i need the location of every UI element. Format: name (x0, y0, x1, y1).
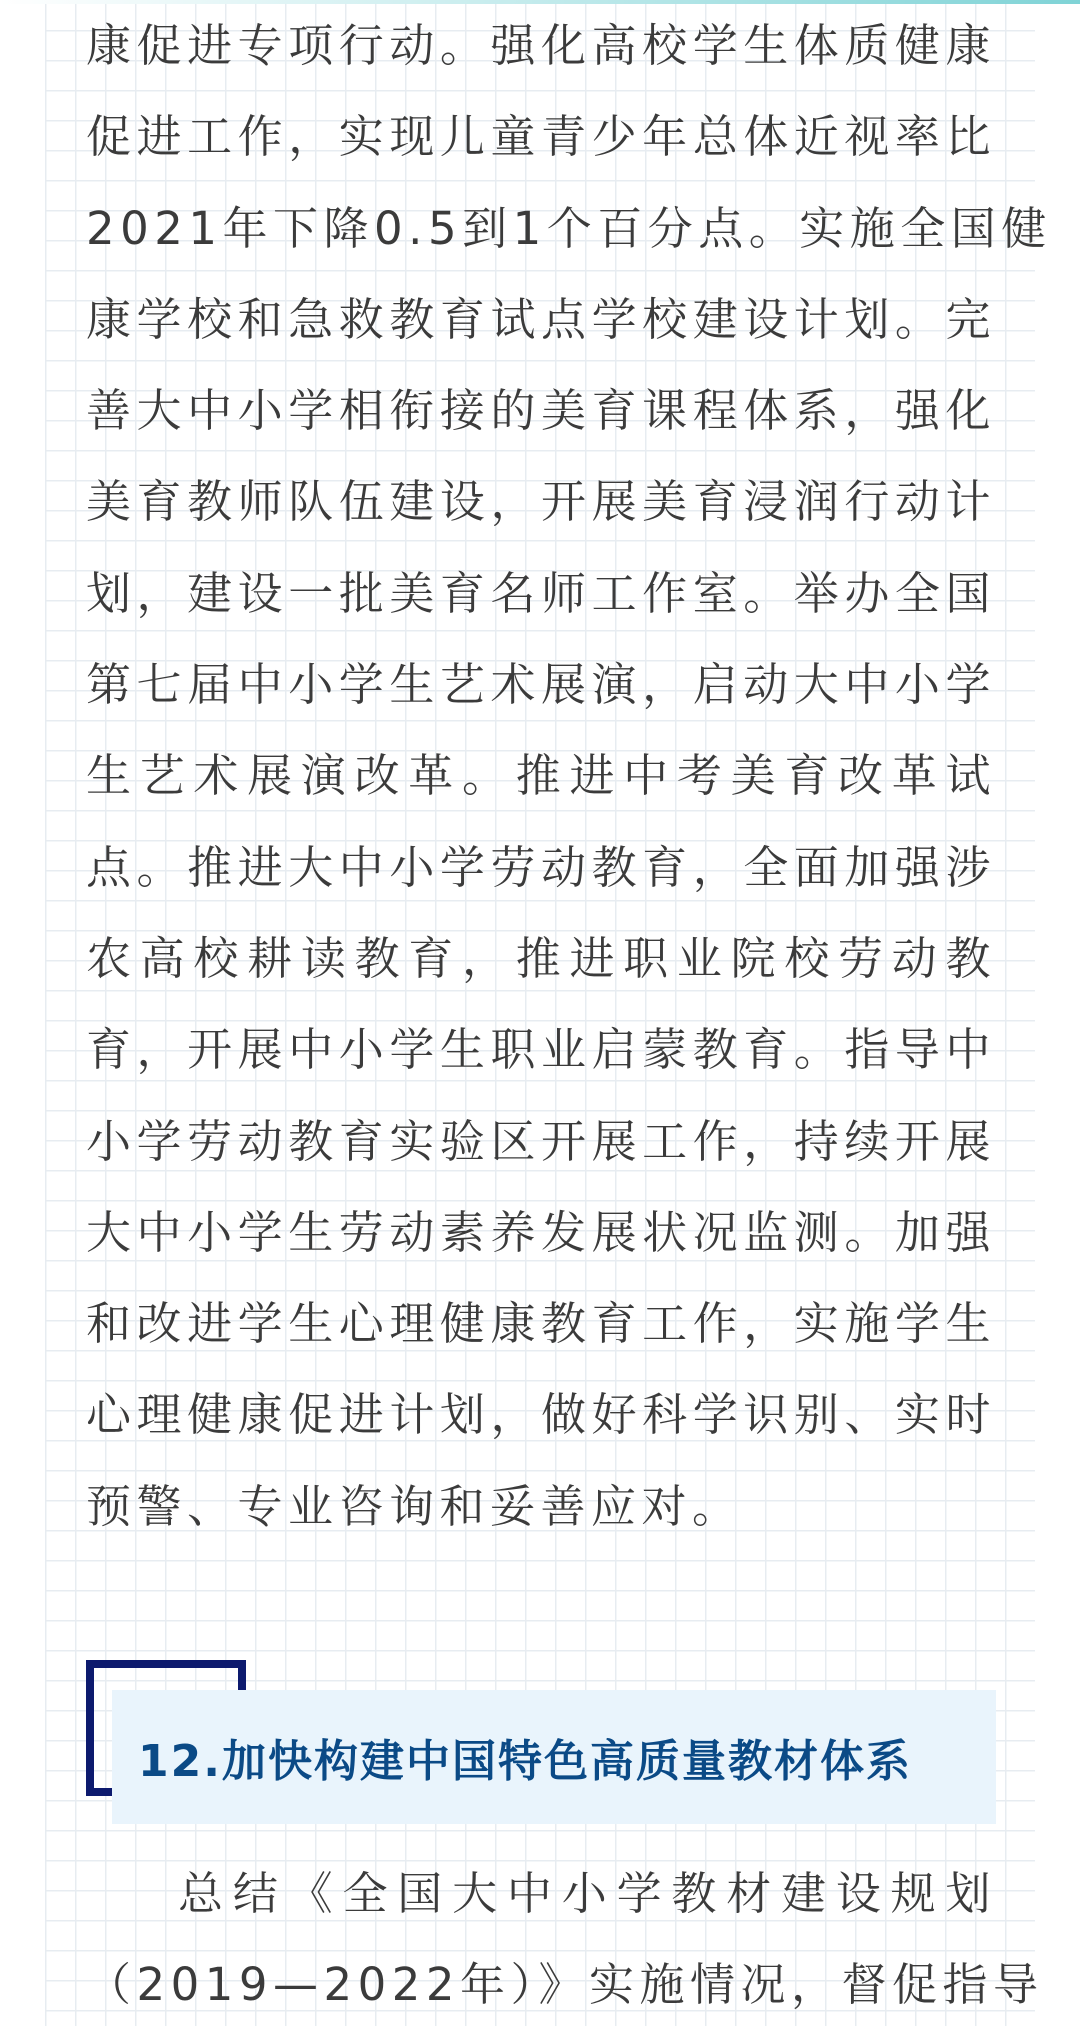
paragraph-line: 心理健康促进计划，做好科学识别、实时 (86, 1388, 996, 1442)
paragraph-line: 农高校耕读教育，推进职业院校劳动教 (86, 931, 996, 985)
paragraph-line: 小学劳动教育实验区开展工作，持续开展 (86, 1114, 996, 1168)
heading-bracket-tick (238, 1660, 246, 1690)
section-heading-box (112, 1690, 996, 1824)
paragraph-line: 育，开展中小学生职业启蒙教育。指导中 (86, 1023, 996, 1077)
paragraph-line: 预警、专业咨询和妥善应对。 (86, 1479, 743, 1533)
paragraph-line: 大中小学生劳动素养发展状况监测。加强 (86, 1205, 996, 1259)
paragraph-line: 和改进学生心理健康教育工作，实施学生 (86, 1297, 996, 1351)
next-paragraph (86, 1848, 1044, 2026)
paragraph-line: 善大中小学相衔接的美育课程体系，强化 (86, 384, 996, 438)
paragraph-line: 美育教师队伍建设，开展美育浸润行动计 (86, 475, 996, 529)
body-paragraph (86, 0, 1052, 1552)
paragraph-line: 康学校和急救教育试点学校建设计划。完 (86, 292, 996, 346)
paragraph-line: 第七届中小学生艺术展演，启动大中小学 (86, 658, 996, 712)
paragraph-line: 康促进专项行动。强化高校学生体质健康 (86, 19, 996, 72)
paragraph-line: 总结《全国大中小学教材建设规划 (178, 1867, 996, 1920)
paragraph-line: 划，建设一批美育名师工作室。举办全国 (86, 566, 996, 620)
paragraph-line: 促进工作，实现儿童青少年总体近视率比 (86, 110, 996, 164)
paragraph-line: 生艺术展演改革。推进中考美育改革试 (86, 749, 996, 803)
section-heading-block (86, 1660, 996, 1796)
paragraph-line: 2021年下降0.5到1个百分点。实施全国健 (86, 201, 1052, 255)
paragraph-line: （2019—2022年）》实施情况，督促指导 (86, 1958, 1044, 2012)
paragraph-line: 点。推进大中小学劳动教育，全面加强涉 (86, 840, 996, 894)
section-heading: 12.加快构建中国特色高质量教材体系 (138, 1736, 912, 1787)
